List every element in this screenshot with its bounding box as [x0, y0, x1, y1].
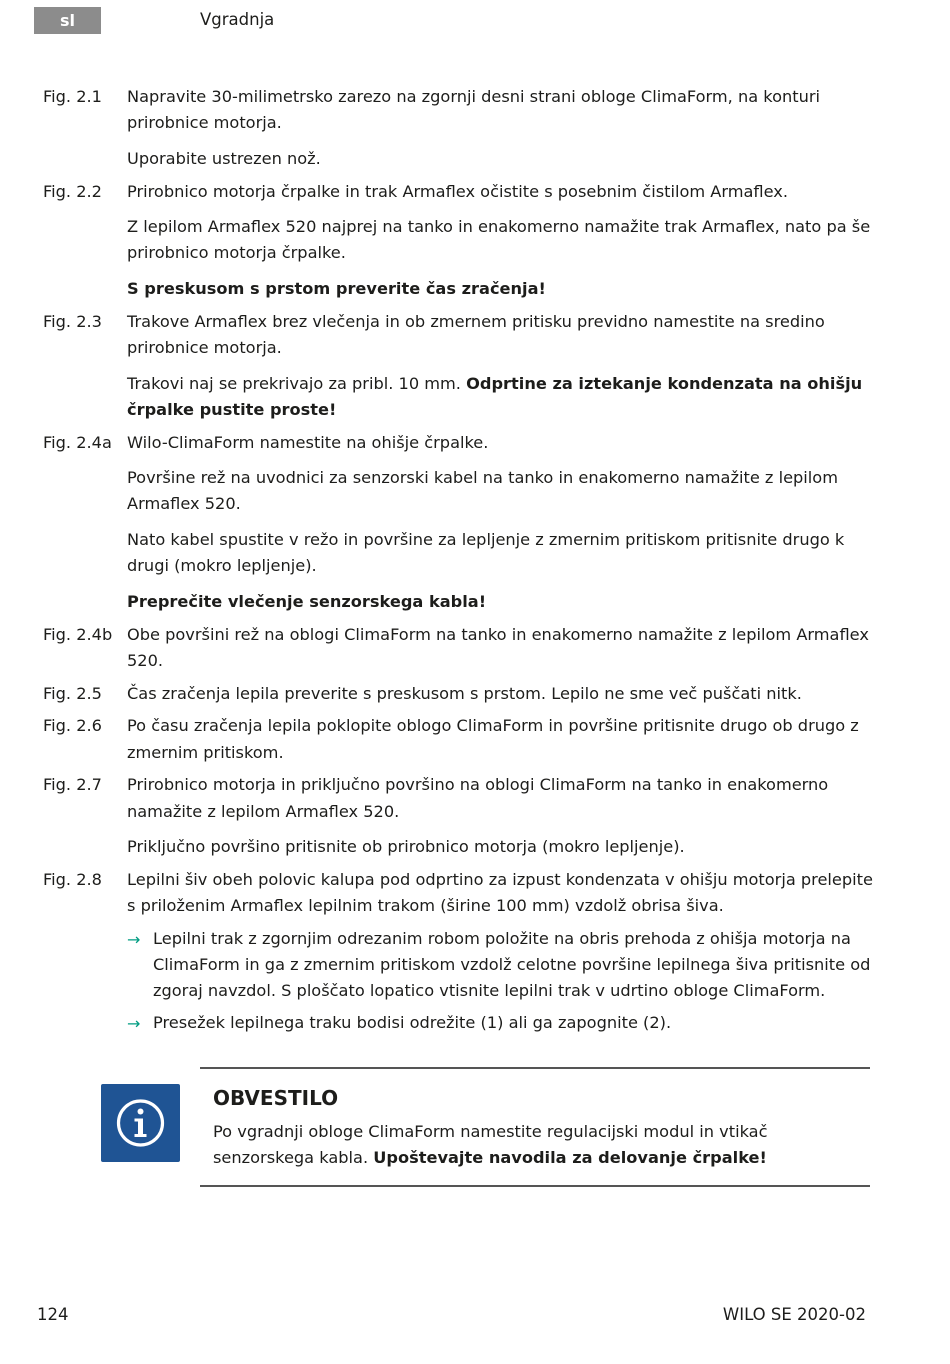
- page-number: 124: [37, 1305, 69, 1324]
- step-text: Po času zračenja lepila poklopite oblogo ClimaForm in površine pritisnite drugo ob drugo z zmernim pritiskom.: [127, 716, 859, 762]
- figure-ref: Fig. 2.3: [43, 311, 102, 331]
- arrow-right-icon: →: [127, 1013, 141, 1033]
- step-row: [43, 179, 883, 205]
- notice-body: Po vgradnji obloge ClimaForm namestite regulacijski modul in vtikač senzorskega kabla.: [213, 1122, 768, 1167]
- language-tab: sl: [34, 7, 101, 34]
- step-row: [43, 527, 883, 579]
- step-text: Lepilni šiv obeh polovic kalupa pod odprtino za izpust kondenzata v ohišju motorja prelepite s priloženim Armaflex lepilnim trakom (širine 100 mm) vzdolž obrisa šiva.: [127, 869, 873, 916]
- step-text: Površine rež na uvodnici za senzorski kabel na tanko in enakomerno namažite z lepilom Armaflex 520.: [127, 468, 838, 514]
- step-row: [43, 834, 883, 860]
- step-row: [43, 772, 883, 824]
- notice-title: OBVESTILO: [213, 1086, 339, 1110]
- step-text: Nato kabel spustite v režo in površine za lepljenje z zmernim pritiskom pritisnite drugo k drugi (mokro lepljenje).: [127, 529, 845, 576]
- warning-text: Preprečite vlečenje senzorskega kabla!: [127, 591, 487, 611]
- figure-ref: Fig. 2.2: [43, 181, 102, 201]
- result-list: [43, 926, 883, 1036]
- warning-text: Odprtine za iztekanje kondenzata na ohišju črpalke pustite proste!: [127, 373, 863, 419]
- step-row: [43, 713, 883, 765]
- step-text: Obe površini rež na oblogi ClimaForm na tanko in enakomerno namažite z lepilom Armaflex 520.: [127, 624, 869, 670]
- list-item: [43, 1010, 883, 1036]
- step-text: Wilo-ClimaForm namestite na ohišje črpalke.: [127, 432, 489, 452]
- step-row: [43, 371, 883, 423]
- step-text: Čas zračenja lepila preverite s preskusom s prstom. Lepilo ne sme več puščati nitk.: [127, 683, 802, 703]
- figure-ref: Fig. 2.6: [43, 716, 102, 736]
- step-row: [43, 214, 883, 266]
- arrow-right-icon: →: [127, 929, 141, 949]
- step-row: [43, 84, 883, 136]
- step-row: [43, 589, 883, 615]
- list-item-text: Lepilni trak z zgornjim odrezanim robom položite na obris prehoda z ohišja motorja na ClimaForm in ga z zmernim pritiskom vzdolž celotne površine lepilnega šiva pritisnite od zgoraj navzdol. S ploščato lopatico vtisnite lepilni trak v udrtino obloge ClimaForm.: [153, 928, 871, 1001]
- warning-text: S preskusom s prstom preverite čas zračenja!: [127, 278, 546, 298]
- step-row: [43, 681, 883, 707]
- instruction-list: [43, 84, 883, 1041]
- info-icon: [101, 1084, 180, 1162]
- step-text: Uporabite ustrezen nož.: [127, 148, 321, 168]
- step-text: Trakove Armaflex brez vlečenja in ob zmernem pritisku previdno namestite na sredino prirobnice motorja.: [127, 311, 825, 357]
- step-row: [43, 146, 883, 172]
- figure-ref: Fig. 2.5: [43, 683, 102, 703]
- list-item: [43, 926, 883, 1005]
- step-row: [43, 309, 883, 361]
- step-text: Z lepilom Armaflex 520 najprej na tanko in enakomerno namažite trak Armaflex, nato pa še prirobnico motorja črpalke.: [127, 217, 871, 263]
- figure-ref: Fig. 2.4a: [43, 432, 112, 452]
- notice-box: [200, 1067, 870, 1187]
- step-text: Priključno površino pritisnite ob prirobnico motorja (mokro lepljenje).: [127, 837, 685, 857]
- step-text: Prirobnico motorja črpalke in trak Armaflex očistite s posebnim čistilom Armaflex.: [127, 181, 789, 201]
- notice-text: [213, 1119, 863, 1171]
- document-id: WILO SE 2020-02: [722, 1305, 866, 1324]
- step-row: [43, 867, 883, 919]
- section-title: Vgradnja: [200, 10, 275, 29]
- list-item-text: Presežek lepilnega traku bodisi odrežite (1) ali ga zapognite (2).: [153, 1012, 672, 1032]
- step-text: Napravite 30-milimetrsko zarezo na zgornji desni strani obloge ClimaForm, na konturi prirobnice motorja.: [127, 87, 820, 133]
- step-text: Prirobnico motorja in priključno površino na oblogi ClimaForm na tanko in enakomerno namažite z lepilom Armaflex 520.: [127, 775, 829, 821]
- figure-ref: Fig. 2.4b: [43, 624, 113, 644]
- figure-ref: Fig. 2.8: [43, 869, 102, 889]
- step-row: [43, 430, 883, 456]
- notice-emphasis: Upoštevajte navodila za delovanje črpalke!: [373, 1148, 767, 1167]
- figure-ref: Fig. 2.1: [43, 87, 102, 106]
- step-text: Trakovi naj se prekrivajo za pribl. 10 mm.: [127, 373, 461, 393]
- step-row: [43, 276, 883, 302]
- figure-ref: Fig. 2.7: [43, 775, 102, 795]
- step-row: [43, 622, 883, 674]
- step-row: [43, 465, 883, 517]
